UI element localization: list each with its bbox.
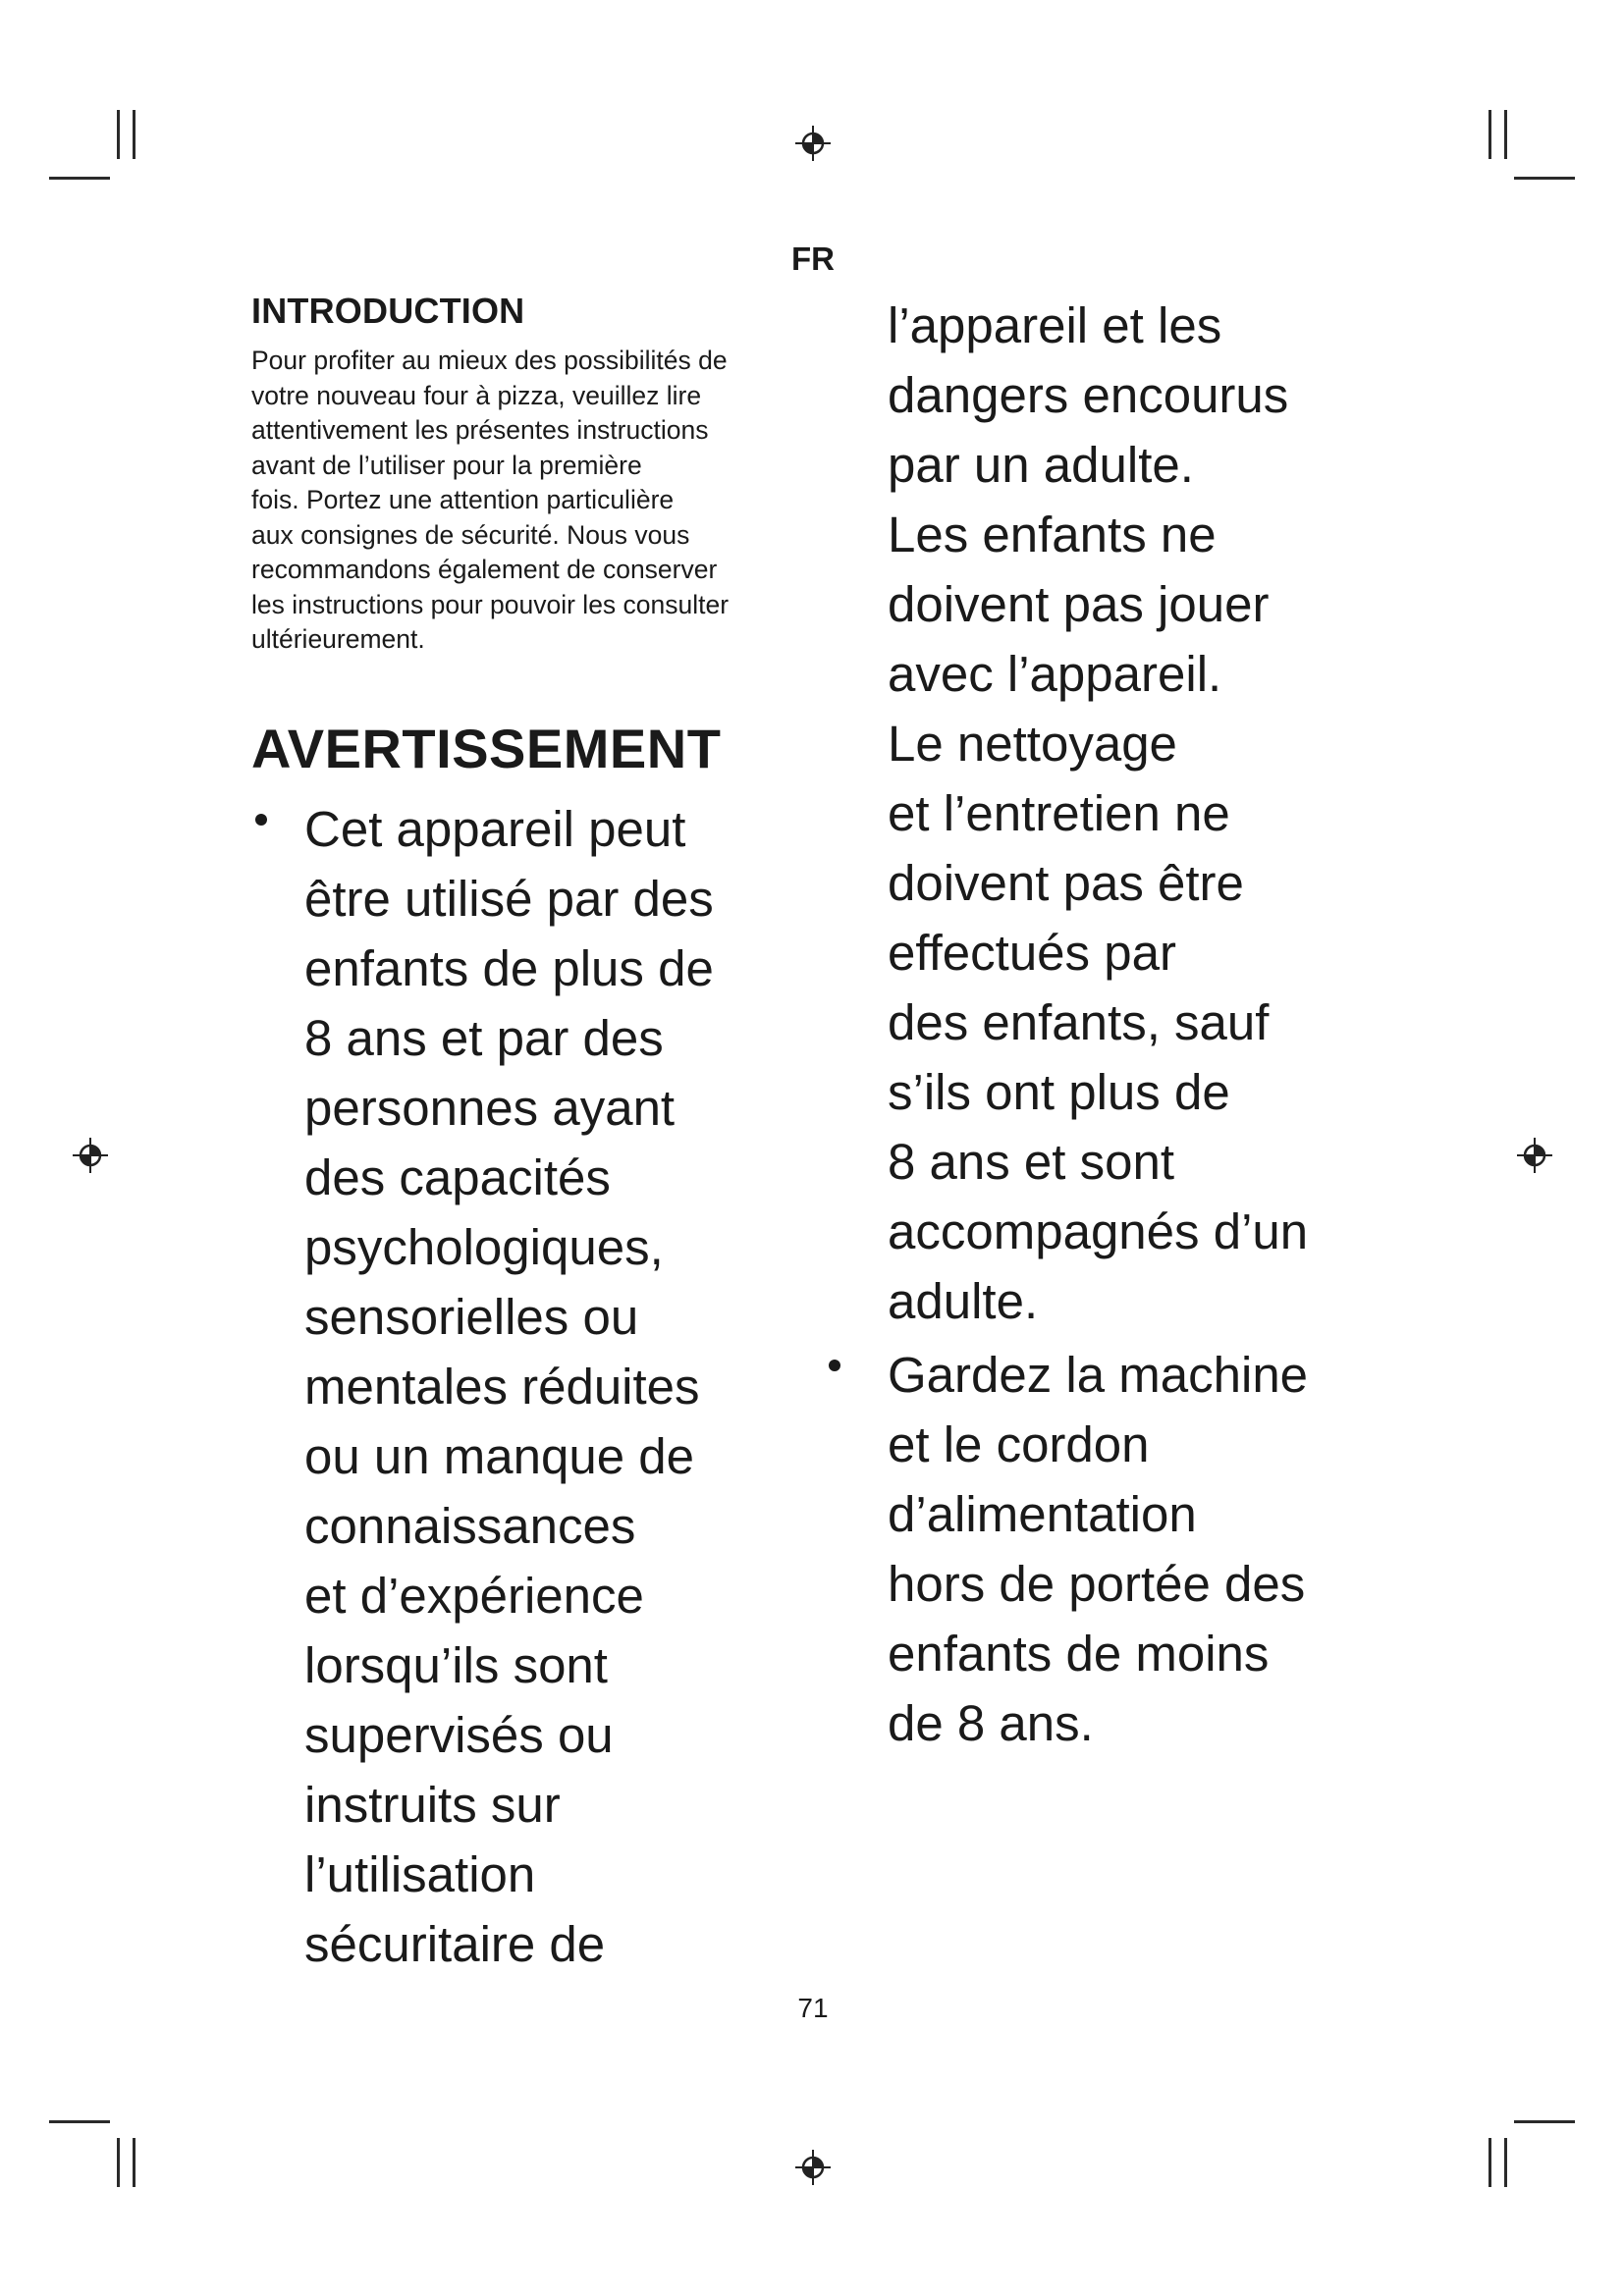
warning-line: et le cordon — [888, 1416, 1150, 1472]
intro-line: fois. Portez une attention particulière — [251, 485, 675, 514]
warning-line: avec l’appareil. — [888, 646, 1222, 702]
warning-line: d’alimentation — [888, 1486, 1197, 1542]
warning-line: des capacités — [304, 1148, 611, 1205]
warning-line: et l’entretien ne — [888, 785, 1230, 841]
bullet-icon — [829, 1360, 840, 1371]
warning-line: enfants de moins — [888, 1626, 1270, 1682]
warning-line: adulte. — [888, 1273, 1039, 1329]
intro-line: Pour profiter au mieux des possibilités de — [251, 346, 728, 375]
warning-line: sécuritaire de — [304, 1915, 606, 1972]
registration-mark-icon — [793, 124, 833, 163]
warning-list — [251, 794, 801, 1979]
language-label: FR — [791, 240, 835, 277]
warning-line: Cet appareil peut — [304, 800, 686, 857]
intro-line: les instructions pour pouvoir les consulter — [251, 589, 730, 619]
introduction-text — [251, 344, 801, 658]
warning-line: connaissances — [304, 1497, 636, 1554]
warning-line: par un adulte. — [888, 437, 1194, 493]
intro-line: aux consignes de sécurité. Nous vous — [251, 519, 690, 550]
warning-line: 8 ans et par des — [304, 1009, 664, 1066]
warning-line: hors de portée des — [888, 1556, 1306, 1612]
warning-line: doivent pas être — [888, 855, 1244, 911]
registration-mark-icon — [793, 2148, 833, 2187]
intro-line: ultérieurement. — [251, 624, 425, 654]
warning-line: effectués par — [888, 925, 1176, 981]
warning-line: et d’expérience — [304, 1567, 644, 1624]
warning-line: l’utilisation — [304, 1845, 536, 1902]
registration-mark-icon — [71, 1136, 110, 1175]
bullet-icon — [255, 814, 267, 826]
introduction-title: INTRODUCTION — [251, 291, 525, 331]
warning-line: dangers encourus — [888, 367, 1289, 423]
warning-line: personnes ayant — [304, 1079, 676, 1136]
warning-bullet-continuation — [842, 291, 1432, 1336]
warning-line: de 8 ans. — [888, 1695, 1094, 1751]
warning-bullet-children — [251, 794, 801, 1979]
warning-line: Le nettoyage — [888, 716, 1177, 772]
warning-line: s’ils ont plus de — [888, 1064, 1230, 1120]
intro-line: recommandons également de conserver — [251, 555, 718, 584]
intro-line: attentivement les présentes instructions — [251, 415, 709, 445]
warning-line: 8 ans et sont — [888, 1134, 1175, 1190]
warning-line: enfants de plus de — [304, 939, 714, 996]
registration-mark-icon — [1515, 1136, 1554, 1175]
warning-line: instruits sur — [304, 1776, 561, 1833]
warning-line: être utilisé par des — [304, 870, 714, 927]
warning-title: AVERTISSEMENT — [251, 717, 722, 779]
warning-line: psychologiques, — [304, 1218, 664, 1275]
warning-line: ou un manque de — [304, 1427, 694, 1484]
warning-line: accompagnés d’un — [888, 1203, 1309, 1259]
right-column — [842, 291, 1432, 1758]
warning-bullet-cord — [842, 1340, 1432, 1758]
warning-line: sensorielles ou — [304, 1288, 639, 1345]
warning-line: supervisés ou — [304, 1706, 614, 1763]
warning-line: lorsqu’ils sont — [304, 1636, 608, 1693]
page-number: 71 — [797, 1993, 829, 2023]
warning-line: mentales réduites — [304, 1358, 700, 1415]
warning-line: Gardez la machine — [888, 1347, 1309, 1403]
intro-line: avant de l’utiliser pour la première — [251, 450, 642, 480]
warning-line: des enfants, sauf — [888, 994, 1270, 1050]
warning-line: doivent pas jouer — [888, 576, 1270, 632]
left-column — [251, 291, 801, 1979]
warning-line: l’appareil et les — [888, 297, 1222, 353]
intro-line: votre nouveau four à pizza, veuillez lire — [251, 380, 702, 410]
warning-line: Les enfants ne — [888, 507, 1217, 562]
